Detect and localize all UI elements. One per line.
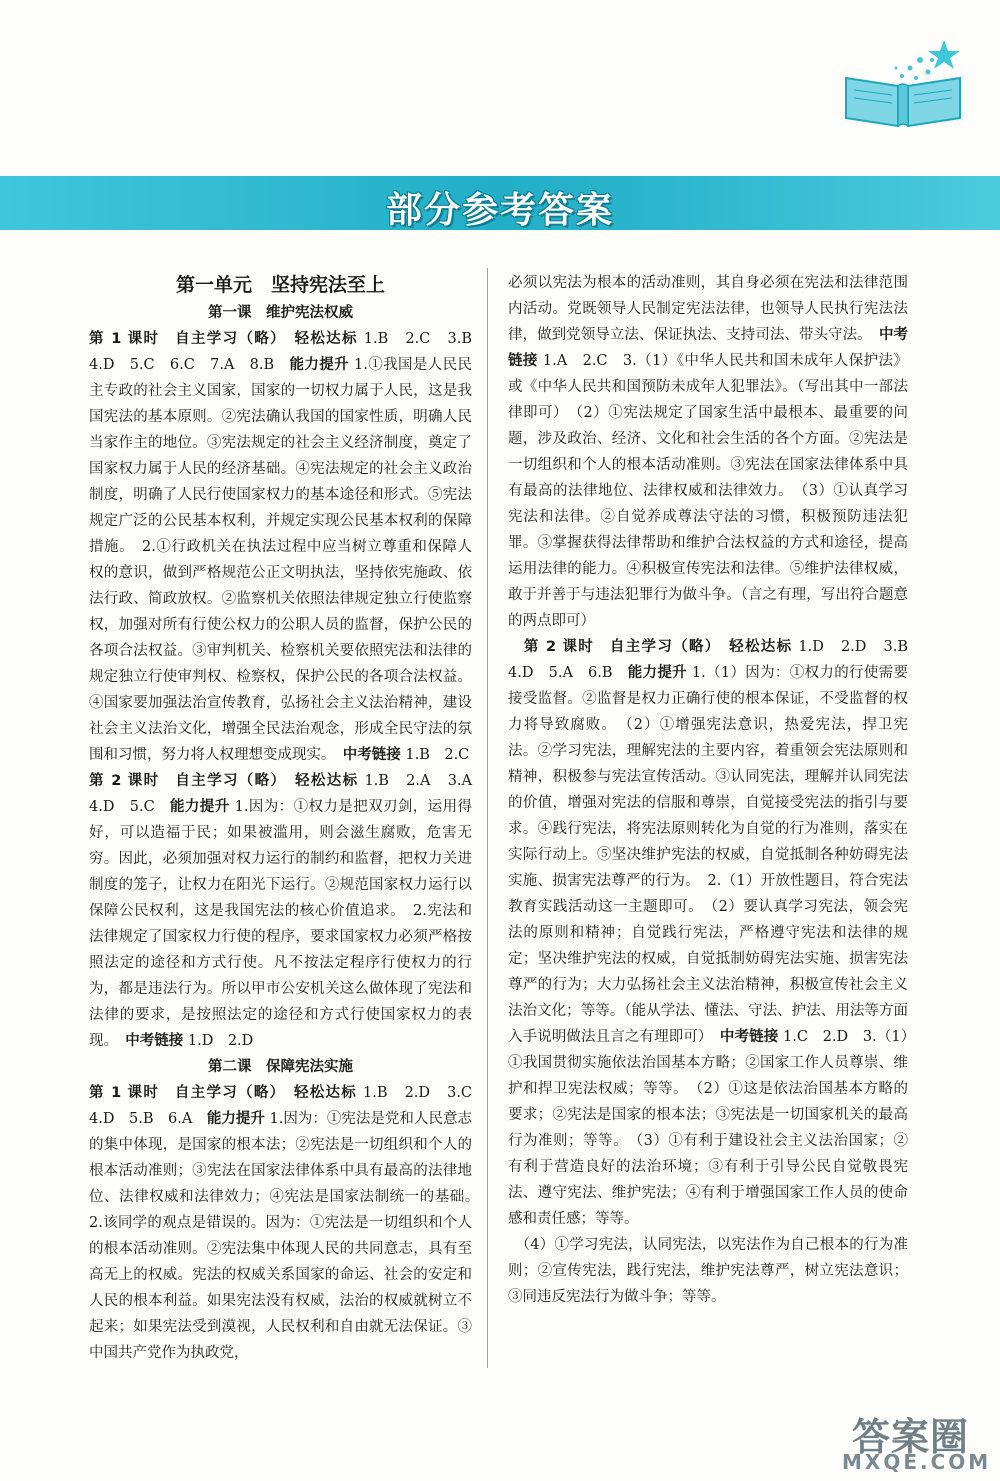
section-label: 能力提升 [170, 799, 230, 815]
unit-title: 第一单元 坚持宪法至上 [175, 274, 385, 296]
section-label: 能力提升 [206, 1111, 265, 1127]
right-column [508, 270, 923, 1310]
answer-text: 1.A 2.C 3.（1）《中华人民共和国未成年人保护法》或《中华人民共和国预防未成年人犯罪法》。（写出其中一部法律即可） （2）①宪法规定了国家生活中最根本、最重要的问题，涉及政治、经济、文化和社会生活的各个方面。②宪法是一切组织和个人的根本活动准则。③宪法在国家法律体系中具有最高的法律地位、法律权威和法律效力。 （3）①认真学习宪法和法律。②自觉养成尊法守法的习惯，积极预防违法犯罪。③掌握获得法律帮助和维护合法权益的方式和途径，提高运用法律的能力。④积极宣传宪法和法律。⑤维护法律权威，敢于并善于与违法犯罪行为做斗争。（言之有理，写出符合题意的两点即可） [508, 353, 908, 629]
section-label: 中考链接 [719, 1029, 779, 1045]
answer-paragraph [89, 768, 487, 1054]
answer-text: 1.C 2.D 3.（1）①我国贯彻实施依法治国基本方略；②国家工作人员尊崇、维护和捍卫宪法权威；等等。 （2）①这是依法治国基本方略的要求；②宪法是国家的根本法；③宪法是一切国家机关的最高行为准则；等等。 （3）①有利于建设社会主义法治国家；②有利于营造良好的法治环境；③有利于引导公民自觉敬畏宪法、遵守宪法、维护宪法；④有利于增强国家工作人员的使命感和责任感；等等。 [508, 1029, 909, 1227]
answer-text: 1.D 2.D [183, 1033, 254, 1049]
answer-paragraph [89, 326, 487, 768]
answer-text: 1.B 2.A 3.A 4.D 5.C [89, 773, 487, 815]
answer-text: 1.因为：①宪法是党和人民意志的集中体现，是国家的根本法；②宪法是一切组织和个人的根本活动准则；③宪法在国家法律体系中具有最高的法律地位、法律权威和法律效力；④宪法是国家法制统一的基础。 2.该同学的观点是错误的。因为：①宪法是一切组织和个人的根本活动准则。②宪法集中体现人民的共同意志，具有至高无上的权威。宪法的权威关系国家的命运、社会的安定和人民的根本利益。如果宪法没有权威，法治的权威就树立不起来；如果宪法受到漠视，人民权利和自由就无法保证。③中国共产党作为执政党， [89, 1111, 487, 1361]
answer-paragraph [89, 1080, 487, 1366]
watermark-url: MXQE.COM [842, 1450, 992, 1474]
column-divider [487, 268, 488, 1368]
section-label: 第 1 课时 自主学习（略） [89, 1085, 279, 1101]
answer-paragraph [508, 1232, 908, 1310]
section-label: 中考链接 [508, 327, 908, 369]
answer-text: 1.①我国是人民民主专政的社会主义国家，国家的一切权力属于人民，这是我国宪法的基本原则。②宪法确认我国的国家性质，明确人民当家作主的地位。③宪法规定的社会主义经济制度，奠定了国家权力属于人民的经济基础。④宪法规定的社会主义政治制度，明确了人民行使国家权力的基本途径和形式。⑤宪法规定广泛的公民基本权利，并规定实现公民基本权利的保障措施。 2.①行政机关在执法过程中应当树立尊重和保障人权的意识，做到严格规范公正文明执法，坚持依宪施政、依法行政、简政放权。②监察机关依照法律规定独立行使监察权，加强对所有行使公权力的公职人员的监督，保护公民的各项合法权益。③审判机关、检察机关要依照宪法和法律的规定独立行使审判权、检察权，保护公民的各项合法权益。④国家要加强法治宣传教育，弘扬社会主义法治精神，建设社会主义法治文化，增强全民法治观念，形成全民守法的氛围和习惯，努力将人权理想变成现实。 [89, 357, 472, 763]
watermark-logo [838, 1404, 992, 1474]
answer-text: 1.因为：①权力是把双刃剑，运用得好，可以造福于民；如果被滥用，则会滋生腐败，危害无穷。因此，必须加强对权力运行的制约和监督，把权力关进制度的笼子，让权力在阳光下运行。②规范国家权力运行以保障公民权利，这是我国宪法的核心价值追求。 2.宪法和法律规定了国家权力行使的程序，要求国家权力必须严格按照法定的途径和方式行使。凡不按法定程序行使权力的行为，都是违法行为。所以甲市公安机关这么做体现了宪法和法律的要求，是按照法定的途径和方式行使国家权力的表现。 [89, 799, 472, 1049]
answer-text: 1.（1）因为：①权力的行使需要接受监督。②监督是权力正确行使的根本保证，不受监督的权力将导致腐败。 （2）①增强宪法意识，热爱宪法，捍卫宪法。②学习宪法，理解宪法的主要内容，着重领会宪法原则和精神，积极参与宪法宣传活动。③认同宪法，理解并认同宪法的价值，增强对宪法的信服和尊崇，自觉接受宪法的指引与要求。④践行宪法，将宪法原则转化为自觉的行为准则，落实在实际行动上。⑤坚决维护宪法的权威，自觉抵制各种妨碍宪法实施、损害宪法尊严的行为。 2.（1）开放性题目，符合宪法教育实践活动这一主题即可。 （2）要认真学习宪法，领会宪法的原则和精神；自觉践行宪法，严格遵守宪法和法律的规定；坚决维护宪法的权威，自觉抵制妨碍宪法实施、损害宪法尊严的行为；大力弘扬社会主义法治精神，积极宣传社会主义法治文化；等等。（能从学法、懂法、守法、护法、用法等方面入手说明做法且言之有理即可） [508, 665, 909, 1045]
section-label: 能力提升 [627, 665, 687, 681]
title-banner [0, 176, 1000, 230]
answer-text: 1.B 2.D 3.C 4.D 5.B 6.A [89, 1085, 487, 1127]
page-title: 部分参考答案 [385, 190, 614, 231]
section-label: 轻松达标 [294, 331, 358, 347]
section-label: 第 1 课时 自主学习（略） [89, 331, 279, 347]
section-label: 中考链接 [125, 1033, 184, 1049]
watermark-brand: 答案圈 [852, 1415, 970, 1459]
section-label: 中考链接 [342, 747, 401, 763]
answer-text: 必须以宪法为根本的活动准则，其自身必须在宪法和法律范围内活动。党既领导人民制定宪法法律，也领导人民执行宪法法律，做到党领导立法、保证执法、支持司法、带头守法。 [508, 275, 908, 343]
answer-paragraph [508, 634, 923, 1232]
answer-text: （4）①学习宪法，认同宪法，以宪法作为自己根本的行为准则；②宣传宪法，践行宪法，维护宪法尊严，树立宪法意识；③同违反宪法行为做斗争；等等。 [508, 1237, 908, 1305]
answer-text: 1.B 2.C [400, 747, 470, 763]
lesson-title: 第二课 保障宪法实施 [208, 1058, 353, 1075]
answer-text: 1.D 2.D 3.B 4.D 5.A 6.B [508, 639, 923, 681]
answer-paragraph [508, 270, 908, 634]
open-book-stars-icon [838, 38, 968, 130]
section-label: 轻松达标 [729, 639, 793, 655]
section-label: 第 2 课时 自主学习（略） [523, 639, 714, 655]
lesson-title: 第一课 维护宪法权威 [208, 304, 353, 321]
section-label: 轻松达标 [295, 773, 359, 789]
answer-text: 1.B 2.C 3.B 4.D 5.C 6.C 7.A 8.B [89, 331, 487, 373]
section-label: 轻松达标 [293, 1085, 358, 1101]
left-column [89, 270, 487, 1366]
section-label: 第 2 课时 自主学习（略） [89, 773, 280, 789]
section-label: 能力提升 [289, 357, 349, 373]
